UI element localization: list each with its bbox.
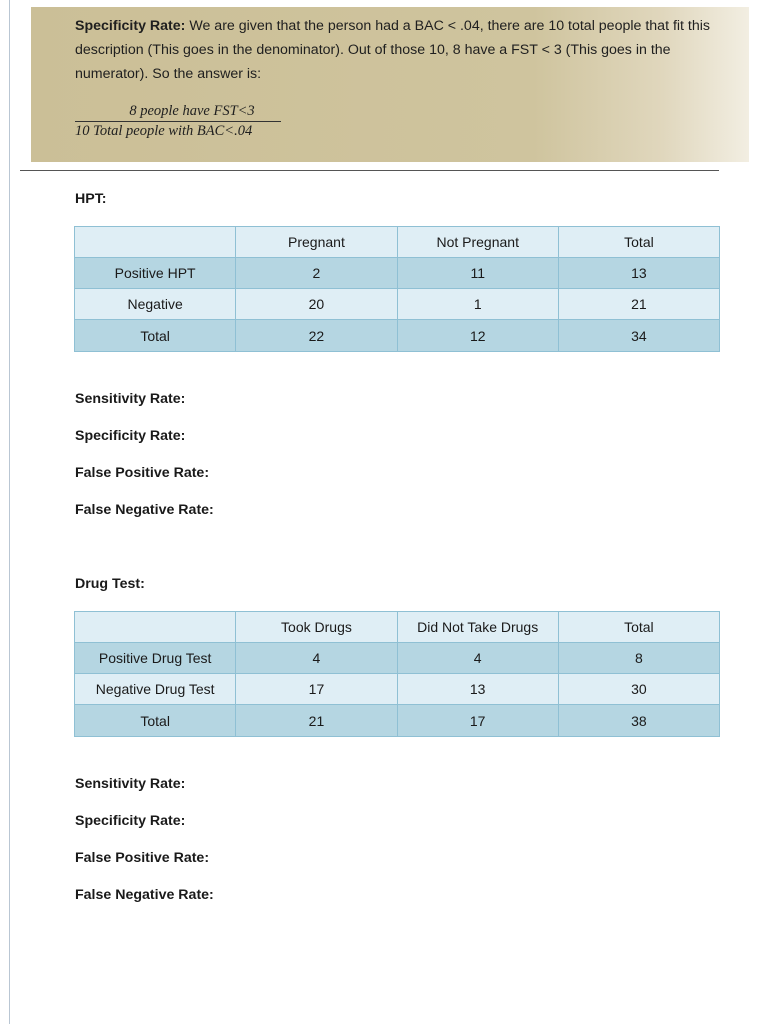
table-cell: 21 xyxy=(236,705,397,737)
table-row xyxy=(75,258,720,289)
header-cell: Total xyxy=(558,227,719,258)
answer-fraction xyxy=(75,103,281,140)
table-cell: 11 xyxy=(397,258,558,289)
table-cell: 21 xyxy=(558,289,719,320)
table-cell: 8 xyxy=(558,643,719,674)
table-cell: 34 xyxy=(558,320,719,352)
header-cell xyxy=(75,227,236,258)
hpt-heading: HPT: xyxy=(75,191,107,207)
header-cell: Took Drugs xyxy=(236,612,397,643)
table-cell: 4 xyxy=(397,643,558,674)
hpt-false-positive-rate: False Positive Rate: xyxy=(75,465,210,481)
header-cell xyxy=(75,612,236,643)
drug-false-negative-rate: False Negative Rate: xyxy=(75,887,214,903)
row-label: Negative Drug Test xyxy=(75,674,236,705)
drug-test-heading: Drug Test: xyxy=(75,576,145,592)
row-label: Negative xyxy=(75,289,236,320)
table-header-row xyxy=(75,227,720,258)
header-cell: Not Pregnant xyxy=(397,227,558,258)
fraction-denominator: 10 Total people with BAC<.04 xyxy=(75,123,253,139)
specificity-callout xyxy=(31,7,749,162)
drug-test-table xyxy=(74,611,720,737)
hpt-false-negative-rate: False Negative Rate: xyxy=(75,502,214,518)
fraction-numerator: 8 people have FST<3 xyxy=(75,103,281,122)
table-cell: 38 xyxy=(558,705,719,737)
table-row xyxy=(75,643,720,674)
table-cell: 30 xyxy=(558,674,719,705)
table-cell: 2 xyxy=(236,258,397,289)
callout-paragraph xyxy=(75,14,721,86)
drug-specificity-rate: Specificity Rate: xyxy=(75,813,186,829)
table-row xyxy=(75,705,720,737)
header-cell: Pregnant xyxy=(236,227,397,258)
callout-body: We are given that the person had a BAC < .04, there are 10 total people that fit this description (This goes in the denominator). Out of those 10, 8 have a FST < 3 (This goes in the numerator). So the answer is: xyxy=(75,18,711,82)
table-cell: 22 xyxy=(236,320,397,352)
table-row xyxy=(75,320,720,352)
page-edge xyxy=(9,0,10,1024)
section-divider xyxy=(20,170,719,171)
table-cell: 12 xyxy=(397,320,558,352)
drug-sensitivity-rate: Sensitivity Rate: xyxy=(75,776,186,792)
hpt-sensitivity-rate: Sensitivity Rate: xyxy=(75,391,186,407)
drug-false-positive-rate: False Positive Rate: xyxy=(75,850,210,866)
table-cell: 4 xyxy=(236,643,397,674)
row-label: Positive Drug Test xyxy=(75,643,236,674)
table-cell: 20 xyxy=(236,289,397,320)
table-cell: 1 xyxy=(397,289,558,320)
table-cell: 17 xyxy=(397,705,558,737)
row-label: Total xyxy=(75,320,236,352)
table-header-row xyxy=(75,612,720,643)
hpt-table xyxy=(74,226,720,352)
table-cell: 17 xyxy=(236,674,397,705)
table-row xyxy=(75,674,720,705)
table-row xyxy=(75,289,720,320)
table-cell: 13 xyxy=(558,258,719,289)
callout-label: Specificity Rate: xyxy=(75,18,186,34)
header-cell: Did Not Take Drugs xyxy=(397,612,558,643)
header-cell: Total xyxy=(558,612,719,643)
table-cell: 13 xyxy=(397,674,558,705)
row-label: Total xyxy=(75,705,236,737)
hpt-specificity-rate: Specificity Rate: xyxy=(75,428,186,444)
row-label: Positive HPT xyxy=(75,258,236,289)
